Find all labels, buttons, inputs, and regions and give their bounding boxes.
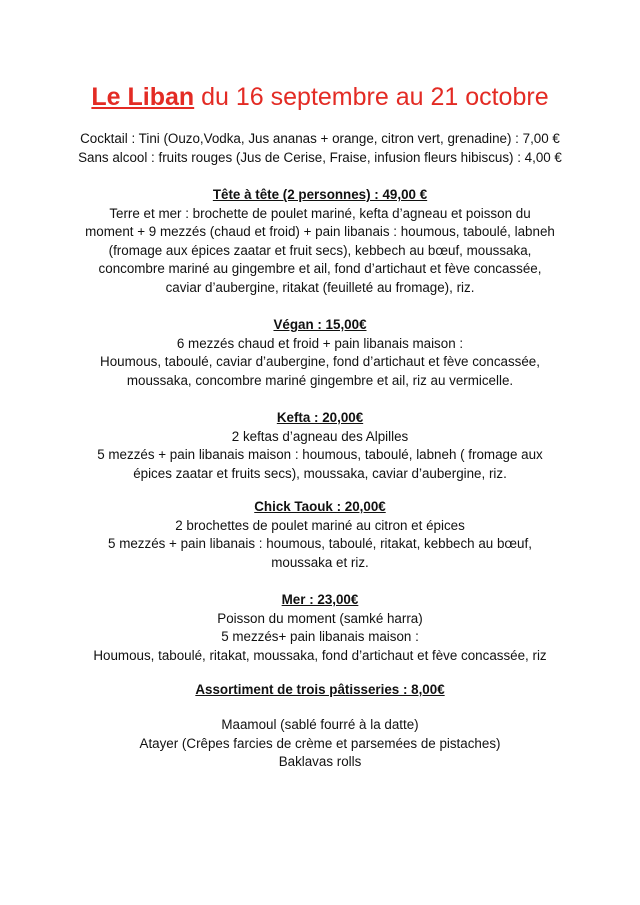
menu-line: 2 brochettes de poulet mariné au citron et épices xyxy=(175,517,465,533)
menu-line: moussaka et riz. xyxy=(271,554,369,570)
menu-line: concombre mariné au gingembre et ail, fond d’artichaut et fève concassée, xyxy=(98,261,542,277)
menu-line: Houmous, taboulé, caviar d’aubergine, fond d’artichaut et fève concassée, xyxy=(100,354,540,370)
menu-tete-a-tete xyxy=(0,186,640,298)
menu-line: Houmous, taboulé, ritakat, moussaka, fond d’artichaut et fève concassée, riz xyxy=(93,647,547,663)
menu-chick-taouk xyxy=(0,498,640,572)
menu-line: Terre et mer : brochette de poulet mariné, kefta d’agneau et poisson du xyxy=(109,205,531,221)
desserts-list xyxy=(0,716,640,772)
menu-line: 5 mezzés+ pain libanais maison : xyxy=(221,629,419,645)
title-dates: du 16 septembre au 21 octobre xyxy=(194,83,549,111)
menu-vegan xyxy=(0,316,640,390)
menu-line: 5 mezzés + pain libanais : houmous, taboulé, ritakat, kebbech au bœuf, xyxy=(108,536,532,552)
menu-heading: Végan : 15,00€ xyxy=(273,317,367,332)
menu-line: moment + 9 mezzés (chaud et froid) + pain libanais : houmous, taboulé, labneh xyxy=(85,224,555,240)
dessert-item: Atayer (Crêpes farcies de crème et parsemées de pistaches) xyxy=(139,735,501,751)
menu-line: 5 mezzés + pain libanais maison : houmous, taboulé, labneh ( fromage aux xyxy=(97,447,543,463)
menu-line: 2 keftas d’agneau des Alpilles xyxy=(231,428,409,444)
menu-line: (fromage aux épices zaatar et fruit secs), kebbech au bœuf, moussaka, xyxy=(108,242,532,258)
menu-heading: Kefta : 20,00€ xyxy=(276,410,364,425)
menu-heading: Mer : 23,00€ xyxy=(281,592,359,607)
menu-heading: Tête à tête (2 personnes) : 49,00 € xyxy=(212,187,428,202)
drinks-section xyxy=(0,130,640,167)
menu-line: moussaka, concombre mariné gingembre et ail, riz au vermicelle. xyxy=(126,372,514,388)
menu-line: 6 mezzés chaud et froid + pain libanais maison : xyxy=(176,335,464,351)
dessert-item: Baklavas rolls xyxy=(278,754,362,770)
menu-line: épices zaatar et fruits secs), moussaka, caviar d’aubergine, riz. xyxy=(133,465,507,481)
menu-line: caviar d’aubergine, ritakat (feuilleté au fromage), riz. xyxy=(165,279,475,295)
menu-kefta xyxy=(0,409,640,483)
drink-cocktail: Cocktail : Tini (Ouzo,Vodka, Jus ananas + orange, citron vert, grenadine) : 7,00 € xyxy=(80,131,560,146)
desserts-heading-block xyxy=(0,681,640,700)
menu-mer xyxy=(0,591,640,665)
page-title xyxy=(0,80,640,114)
menu-heading: Chick Taouk : 20,00€ xyxy=(254,499,386,514)
dessert-item: Maamoul (sablé fourré à la datte) xyxy=(221,717,419,732)
drink-sans-alcool: Sans alcool : fruits rouges (Jus de Cerise, Fraise, infusion fleurs hibiscus) : 4,00 € xyxy=(78,149,562,165)
desserts-heading: Assortiment de trois pâtisseries : 8,00€ xyxy=(195,682,445,697)
title-brand: Le Liban xyxy=(91,83,195,111)
menu-line: Poisson du moment (samké harra) xyxy=(217,610,423,626)
